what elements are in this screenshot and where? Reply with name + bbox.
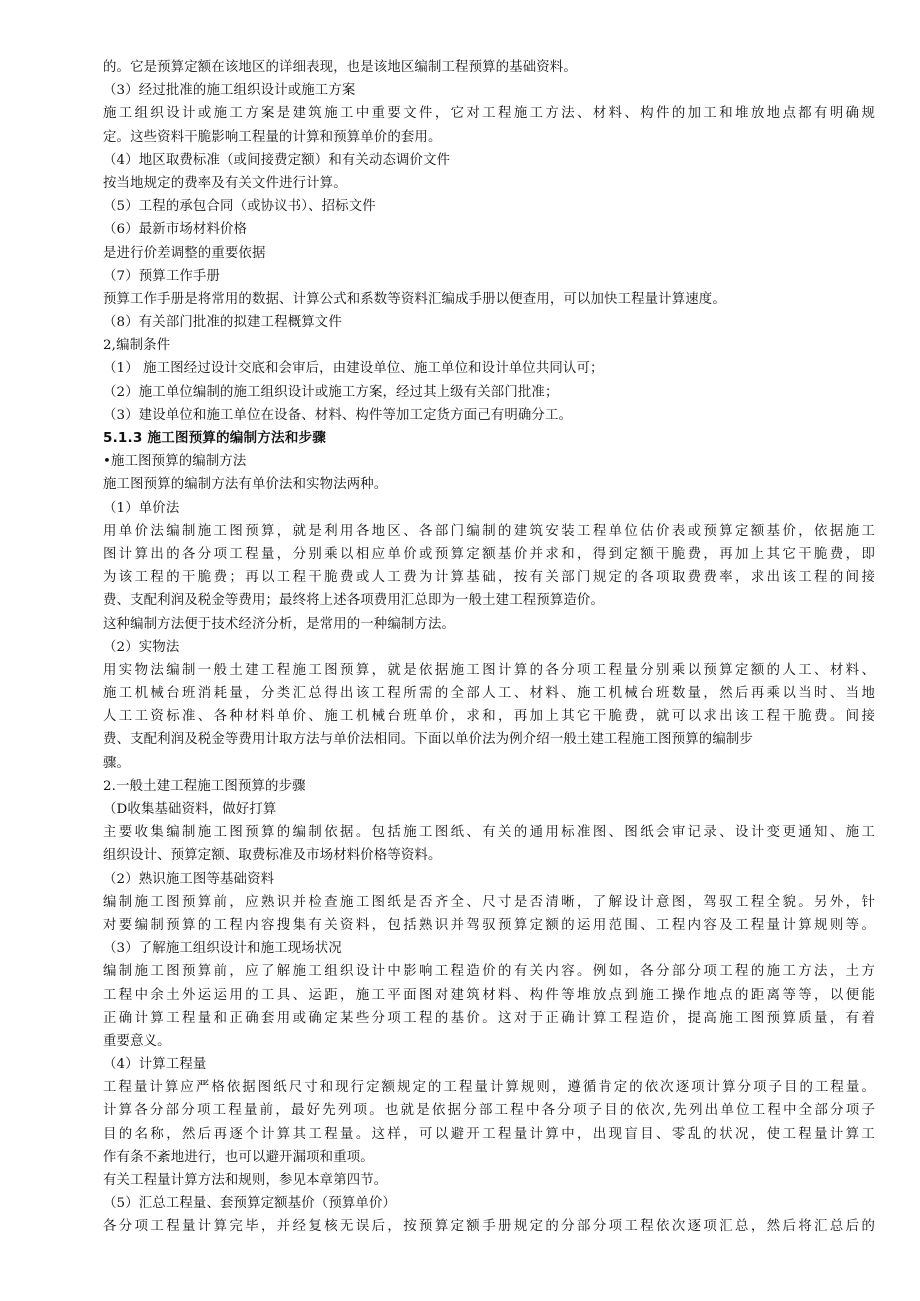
text-line: （1） 施工图经过设计交底和会审后，由建设单位、施工单位和设计单位共同认可； xyxy=(103,361,604,377)
text-line: （3）建设单位和施工单位在设备、材料、构件等加工定货方面己有明确分工。 xyxy=(103,407,573,423)
text-line: 工程中余土外运运用的工具、运距，施工平面图对建筑材料、构件等堆放点到施工操作地点的距离等等，以便能 xyxy=(103,987,875,1003)
text-line: 编制施工图预算前，应了解施工组织设计中影响工程造价的有关内容。例如，各分部分项工程的施工方法，土方 xyxy=(103,964,875,980)
text-line: 图计算出的各分项工程量，分别乘以相应单价或预算定额基价并求和，得到定额干脆费，再加上其它干脆费，即 xyxy=(103,546,875,562)
text-line: 计算各分部分项工程量前，最好先列项。也就是依据分部工程中各分项子目的依次,先列出单位工程中全部分项子 xyxy=(103,1103,875,1119)
text-line: 按当地规定的费率及有关文件进行计算。 xyxy=(103,175,347,191)
text-line: 2,编制条件 xyxy=(103,338,171,354)
text-line: 预算工作手册是将常用的数据、计算公式和系数等资料汇编成手册以便查用，可以加快工程量计算速度。 xyxy=(103,291,726,307)
text-line: 为该工程的干脆费；再以工程干脆费或人工费为计算基础，按有关部门规定的各项取费费率，求出该工程的间接 xyxy=(103,570,875,586)
text-line: 施工机械台班消耗量，分类汇总得出该工程所需的全部人工、材料、施工机械台班数量，然后再乘以当时、当地 xyxy=(103,686,875,702)
text-line: （4）地区取费标准（或间接费定额）和有关动态调价文件 xyxy=(103,152,451,168)
text-line: 各分项工程量计算完毕，并经复核无误后，按预算定额手册规定的分部分项工程依次逐项汇总，然后将汇总后的 xyxy=(103,1219,875,1235)
text-line: （5）工程的承包合同（或协议书）、招标文件 xyxy=(103,199,376,215)
section-heading: 5.1.3 施工图预算的编制方法和步骤 xyxy=(103,430,327,446)
text-line: 有关工程量计算方法和规则，参见本章第四节。 xyxy=(103,1173,388,1188)
document-body xyxy=(103,56,875,1239)
text-line: 目的名称，然后再逐个计算其工程量。这样，可以避开工程量计算中，出现盲目、零乱的状况，使工程量计算工 xyxy=(103,1126,875,1142)
text-line: （7）预算工作手册 xyxy=(103,268,220,284)
text-line: 2.一般土建工程施工图预算的步骤 xyxy=(103,778,306,794)
text-line: 是进行价差调整的重要依据 xyxy=(103,245,266,261)
text-line: 骤。 xyxy=(103,755,131,771)
text-line: （8）有关部门批准的拟建工程概算文件 xyxy=(103,315,342,331)
text-line: （2）熟识施工图等基础资料 xyxy=(103,871,275,887)
text-line: 用实物法编制一般土建工程施工图预算，就是依据施工图计算的各分项工程量分别乘以预算定额的人工、材料、 xyxy=(103,662,875,678)
text-line: 的。它是预算定额在该地区的详细表现，也是该地区编制工程预算的基础资料。 xyxy=(103,60,577,75)
text-line: 工程量计算应严格依据图纸尺寸和现行定额规定的工程量计算规则，遵循肯定的依次逐项计算分项子目的工程量。 xyxy=(103,1080,875,1096)
text-line: 用单价法编制施工图预算，就是利用各地区、各部门编制的建筑安装工程单位估价表或预算定额基价，依据施工 xyxy=(103,523,875,539)
text-line: （5）汇总工程量、套预算定额基价（预算单价） xyxy=(103,1196,397,1212)
text-line: 费、支配利润及税金等费用；最终将上述各项费用汇总即为一般土建工程预算造价。 xyxy=(103,593,605,609)
text-line: 定。这些资料干脆影响工程量的计算和预算单价的套用。 xyxy=(103,129,442,145)
text-line: 重要意义。 xyxy=(103,1033,171,1049)
text-line: （4）计算工程量 xyxy=(103,1057,207,1073)
text-line: （3）了解施工组织设计和施工现场状况 xyxy=(103,941,342,957)
text-line: 这种编制方法便于技术经济分析，是常用的一种编制方法。 xyxy=(103,616,456,632)
text-line: （3）经过批准的施工组织设计或施工方案 xyxy=(103,83,356,99)
text-line: 编制施工图预算前，应熟识并检查施工图纸是否齐全、尺寸是否清晰，了解设计意图，驾驭工程全貌。另外，针 xyxy=(103,894,875,910)
text-line: （2）施工单位编制的施工组织设计或施工方案，经过其上级有关部门批准； xyxy=(103,384,559,400)
text-line: 正确计算工程量和正确套用或确定某些分项工程的基价。这对于正确计算工程造价，提高施工图预算质量，有着 xyxy=(103,1010,875,1026)
text-line: 施工图预算的编制方法有单价法和实物法两种。 xyxy=(103,477,388,493)
text-line: 作有条不紊地进行，也可以避开漏项和重项。 xyxy=(103,1149,374,1165)
text-line: 对要编制预算的工程内容搜集有关资料，包括熟识并驾驭预算定额的运用范围、工程内容及工程量计算规则等。 xyxy=(103,917,875,933)
text-line: （D收集基础资料，做好打算 xyxy=(103,802,277,817)
text-line: 主要收集编制施工图预算的编制依据。包括施工图纸、有关的通用标准图、图纸会审记录、设计变更通知、施工 xyxy=(103,825,875,841)
text-line: （1）单价法 xyxy=(103,500,180,516)
text-line: 费、支配利润及税金等费用计取方法与单价法相同。下面以单价法为例介绍一般土建工程施工图预算的编制步 xyxy=(103,732,753,748)
text-line: •施工图预算的编制方法 xyxy=(103,454,247,470)
text-line: 组织设计、预算定额、取费标准及市场材料价格等资料。 xyxy=(103,848,442,864)
text-line: （6）最新市场材料价格 xyxy=(103,222,248,238)
text-line: （2）实物法 xyxy=(103,639,180,655)
text-line: 施工组织设计或施工方案是建筑施工中重要文件，它对工程施工方法、材料、构件的加工和堆放地点都有明确规 xyxy=(103,106,875,122)
text-line: 人工工资标准、各种材料单价、施工机械台班单价，求和，再加上其它干脆费，就可以求出该工程干脆费。间接 xyxy=(103,709,875,725)
